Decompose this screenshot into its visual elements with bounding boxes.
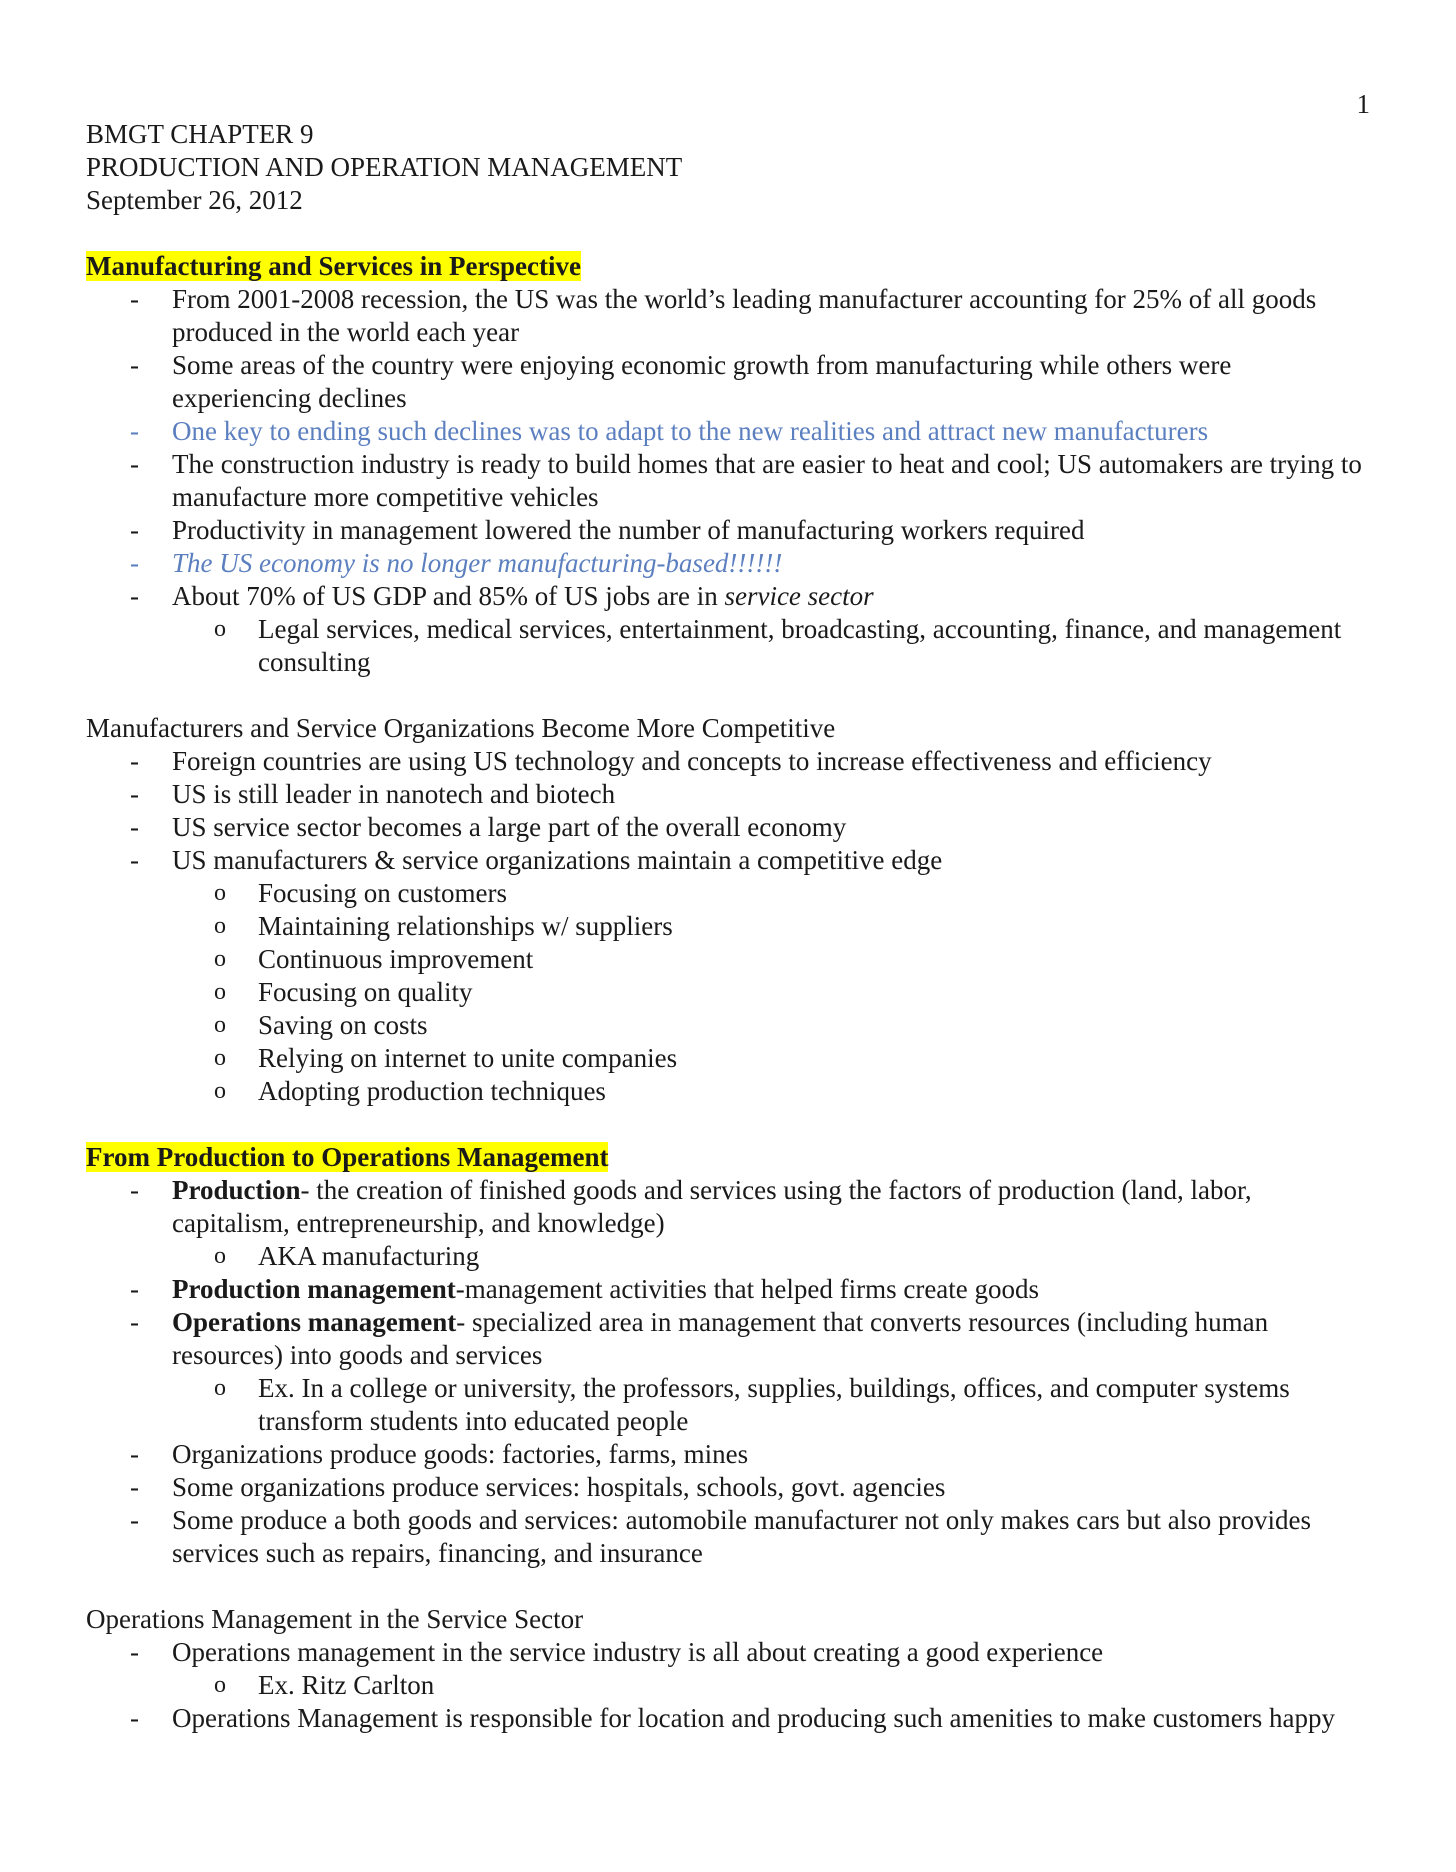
list-item [86,1636,1376,1702]
dash-marker: - [130,1175,139,1205]
list-item-text: From 2001-2008 recession, the US was the world’s leading manufacturer accounting for 25% of all goods produced in the world each year [172,284,1317,347]
list-item [86,778,1376,811]
dash-marker: - [130,284,139,314]
sub-list-item-text: Continuous improvement [258,944,534,974]
list-item [86,1174,1376,1273]
section-competitive [86,712,1376,1108]
list-item [86,1438,1376,1471]
section-manufacturing-services [86,250,1376,679]
sub-list-item-text: Focusing on quality [258,977,473,1007]
sub-list [172,1240,1376,1273]
sub-list-item [172,1009,1376,1042]
section-service-sector [86,1603,1376,1735]
list-item-text: - the creation of finished goods and services using the factors of production (land, labor, capitalism, entrepreneurship, and knowledge) [172,1175,1252,1238]
dash-marker: - [130,1505,139,1535]
circle-marker: o [214,913,226,939]
sub-list-item-text: Saving on costs [258,1010,428,1040]
list-item [86,349,1376,415]
document-body [86,118,1376,1735]
highlighted-heading: From Production to Operations Management [86,1142,609,1172]
list-item [86,1702,1376,1735]
circle-marker: o [214,1243,226,1269]
section-heading: Manufacturers and Service Organizations Become More Competitive [86,713,836,743]
list-item-text: Some organizations produce services: hospitals, schools, govt. agencies [172,1472,946,1502]
bullet-list [86,1636,1376,1735]
dash-marker: - [130,845,139,875]
list-item-text: Operations management in the service industry is all about creating a good experience [172,1637,1104,1667]
sub-list-item [172,877,1376,910]
list-item-text: Operations Management is responsible for location and producing such amenities to make customers happy [172,1703,1335,1733]
dash-marker: - [130,1703,139,1733]
list-item-text: The construction industry is ready to build homes that are easier to heat and cool; US automakers are trying to manufacture more competitive vehicles [172,449,1362,512]
list-item [86,745,1376,778]
dash-marker: - [130,548,139,578]
section-heading [86,1141,1376,1174]
section-heading [86,250,1376,283]
list-item-text: The US economy is no longer manufacturing-based!!!!!! [172,548,783,578]
list-item [86,415,1376,448]
section-heading: Operations Management in the Service Sector [86,1604,584,1634]
page-number: 1 [1356,89,1370,119]
section-production-operations [86,1141,1376,1570]
list-item-text: Productivity in management lowered the number of manufacturing workers required [172,515,1085,545]
list-item-text: Foreign countries are using US technology and concepts to increase effectiveness and efficiency [172,746,1212,776]
sub-list-item [172,976,1376,1009]
sub-list [172,1669,1376,1702]
list-item-text: US service sector becomes a large part of the overall economy [172,812,847,842]
list-item-text: US manufacturers & service organizations maintain a competitive edge [172,845,943,875]
list-item-text: Some areas of the country were enjoying economic growth from manufacturing while others were experiencing declines [172,350,1232,413]
sub-list-item [172,613,1376,679]
highlighted-heading: Manufacturing and Services in Perspective [86,251,581,281]
sub-list [172,613,1376,679]
circle-marker: o [214,616,226,642]
list-item [86,580,1376,679]
list-item [86,1306,1376,1438]
dash-marker: - [130,1439,139,1469]
date: September 26, 2012 [86,185,303,215]
circle-marker: o [214,979,226,1005]
sub-list-item [172,910,1376,943]
course-title: BMGT CHAPTER 9 [86,119,314,149]
dash-marker: - [130,746,139,776]
list-item [86,1273,1376,1306]
sub-list-item-text: Adopting production techniques [258,1076,606,1106]
list-item [86,448,1376,514]
sub-list-item-text: Focusing on customers [258,878,507,908]
circle-marker: o [214,1045,226,1071]
dash-marker: - [130,581,139,611]
circle-marker: o [214,880,226,906]
sub-list-item [172,1372,1376,1438]
sub-list-item [172,1669,1376,1702]
list-item-text: About 70% of US GDP and 85% of US jobs are in [172,581,725,611]
sub-list-item [172,1075,1376,1108]
list-item [86,1471,1376,1504]
sub-list-item-text: Relying on internet to unite companies [258,1043,678,1073]
list-item [86,811,1376,844]
dash-marker: - [130,1274,139,1304]
circle-marker: o [214,1375,226,1401]
bold-term: Operations management [172,1307,457,1337]
sub-list-item [172,1042,1376,1075]
list-item-text: Some produce a both goods and services: automobile manufacturer not only makes cars but also provides services such as repairs, financing, and insurance [172,1505,1311,1568]
sub-list-item [172,943,1376,976]
dash-marker: - [130,416,139,446]
italic-term: service sector [724,581,874,611]
sub-list-item [172,1240,1376,1273]
dash-marker: - [130,779,139,809]
list-item [86,514,1376,547]
circle-marker: o [214,1012,226,1038]
circle-marker: o [214,1078,226,1104]
list-item-text: -management activities that helped firms create goods [455,1274,1040,1304]
document-header [86,118,1376,217]
sub-list-item-text: Ex. In a college or university, the professors, supplies, buildings, offices, and computer systems transform students into educated people [258,1373,1290,1436]
dash-marker: - [130,350,139,380]
bullet-list [86,283,1376,679]
circle-marker: o [214,1672,226,1698]
bold-term: Production [172,1175,301,1205]
list-item [86,283,1376,349]
dash-marker: - [130,515,139,545]
list-item-text: Organizations produce goods: factories, farms, mines [172,1439,749,1469]
circle-marker: o [214,946,226,972]
sub-list-item-text: Ex. Ritz Carlton [258,1670,435,1700]
dash-marker: - [130,812,139,842]
sub-list-item-text: Maintaining relationships w/ suppliers [258,911,673,941]
list-item [86,1504,1376,1570]
bold-term: Production management [172,1274,456,1304]
sub-list [172,877,1376,1108]
list-item-text: One key to ending such declines was to adapt to the new realities and attract new manufacturers [172,416,1209,446]
sub-list [172,1372,1376,1438]
dash-marker: - [130,1472,139,1502]
list-item-text: - specialized area in management that converts resources (including human resources) into goods and services [172,1307,1269,1370]
bullet-list [86,1174,1376,1570]
sub-list-item-text: AKA manufacturing [258,1241,480,1271]
dash-marker: - [130,449,139,479]
sub-list-item-text: Legal services, medical services, entertainment, broadcasting, accounting, finance, and management consulting [258,614,1342,677]
list-item-text: US is still leader in nanotech and biotech [172,779,616,809]
dash-marker: - [130,1637,139,1667]
list-item [86,547,1376,580]
chapter-title: PRODUCTION AND OPERATION MANAGEMENT [86,152,683,182]
list-item [86,844,1376,1108]
dash-marker: - [130,1307,139,1337]
bullet-list [86,745,1376,1108]
